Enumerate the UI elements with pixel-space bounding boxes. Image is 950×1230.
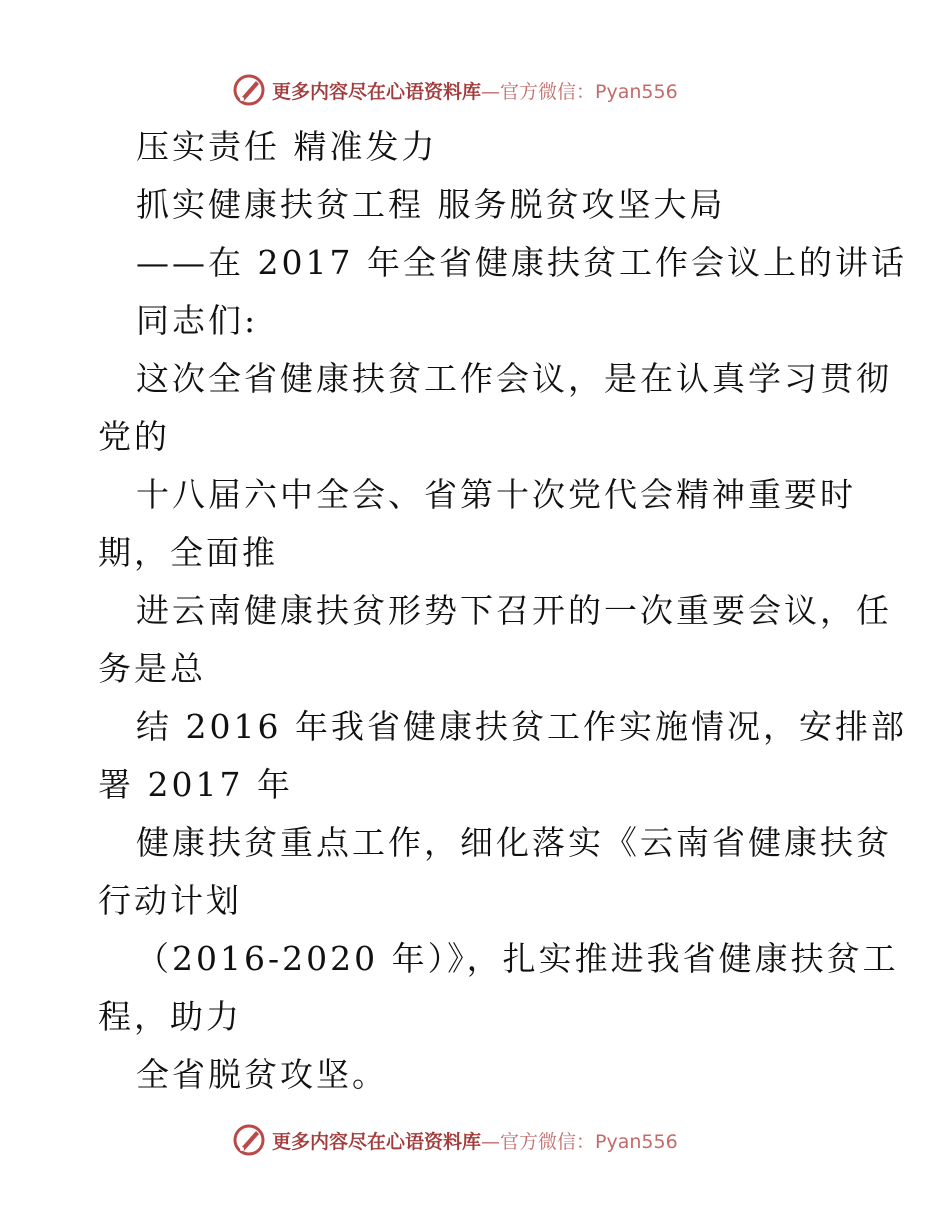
doc-line: 健康扶贫重点工作，细化落实《云南省健康扶贫 bbox=[136, 823, 892, 862]
header-watermark bbox=[232, 70, 678, 110]
doc-line: 全省脱贫攻坚。 bbox=[136, 1055, 388, 1094]
document-body bbox=[98, 118, 907, 1104]
doc-line: 十八届六中全会、省第十次党代会精神重要时 bbox=[136, 475, 856, 514]
doc-line: ——在 2017 年全省健康扶贫工作会议上的讲话 bbox=[136, 243, 907, 282]
pen-logo-icon bbox=[232, 73, 266, 107]
doc-line: 进云南健康扶贫形势下召开的一次重要会议，任 bbox=[136, 591, 892, 630]
doc-line: 务是总 bbox=[98, 649, 206, 688]
doc-line: 党的 bbox=[98, 417, 170, 456]
watermark-wechat: —官方微信：Pyan556 bbox=[481, 80, 678, 103]
doc-line: 行动计划 bbox=[98, 881, 242, 920]
doc-line: 程，助力 bbox=[98, 997, 242, 1036]
doc-line: （2016-2020 年）》，扎实推进我省健康扶贫工 bbox=[136, 939, 899, 978]
watermark-text: 更多内容尽在心语资料库 bbox=[272, 80, 482, 103]
doc-line: 这次全省健康扶贫工作会议，是在认真学习贯彻 bbox=[136, 359, 892, 398]
doc-line: 同志们: bbox=[136, 301, 259, 340]
doc-line: 抓实健康扶贫工程 服务脱贫攻坚大局 bbox=[136, 185, 726, 224]
doc-line: 署 2017 年 bbox=[98, 765, 293, 804]
pen-logo-icon bbox=[232, 1123, 266, 1157]
doc-line: 期，全面推 bbox=[98, 533, 278, 572]
doc-line: 压实责任 精准发力 bbox=[136, 127, 438, 166]
watermark-text: 更多内容尽在心语资料库 bbox=[272, 1130, 482, 1153]
doc-line: 结 2016 年我省健康扶贫工作实施情况，安排部 bbox=[136, 707, 907, 746]
footer-watermark bbox=[232, 1120, 678, 1160]
watermark-wechat: —官方微信：Pyan556 bbox=[481, 1130, 678, 1153]
